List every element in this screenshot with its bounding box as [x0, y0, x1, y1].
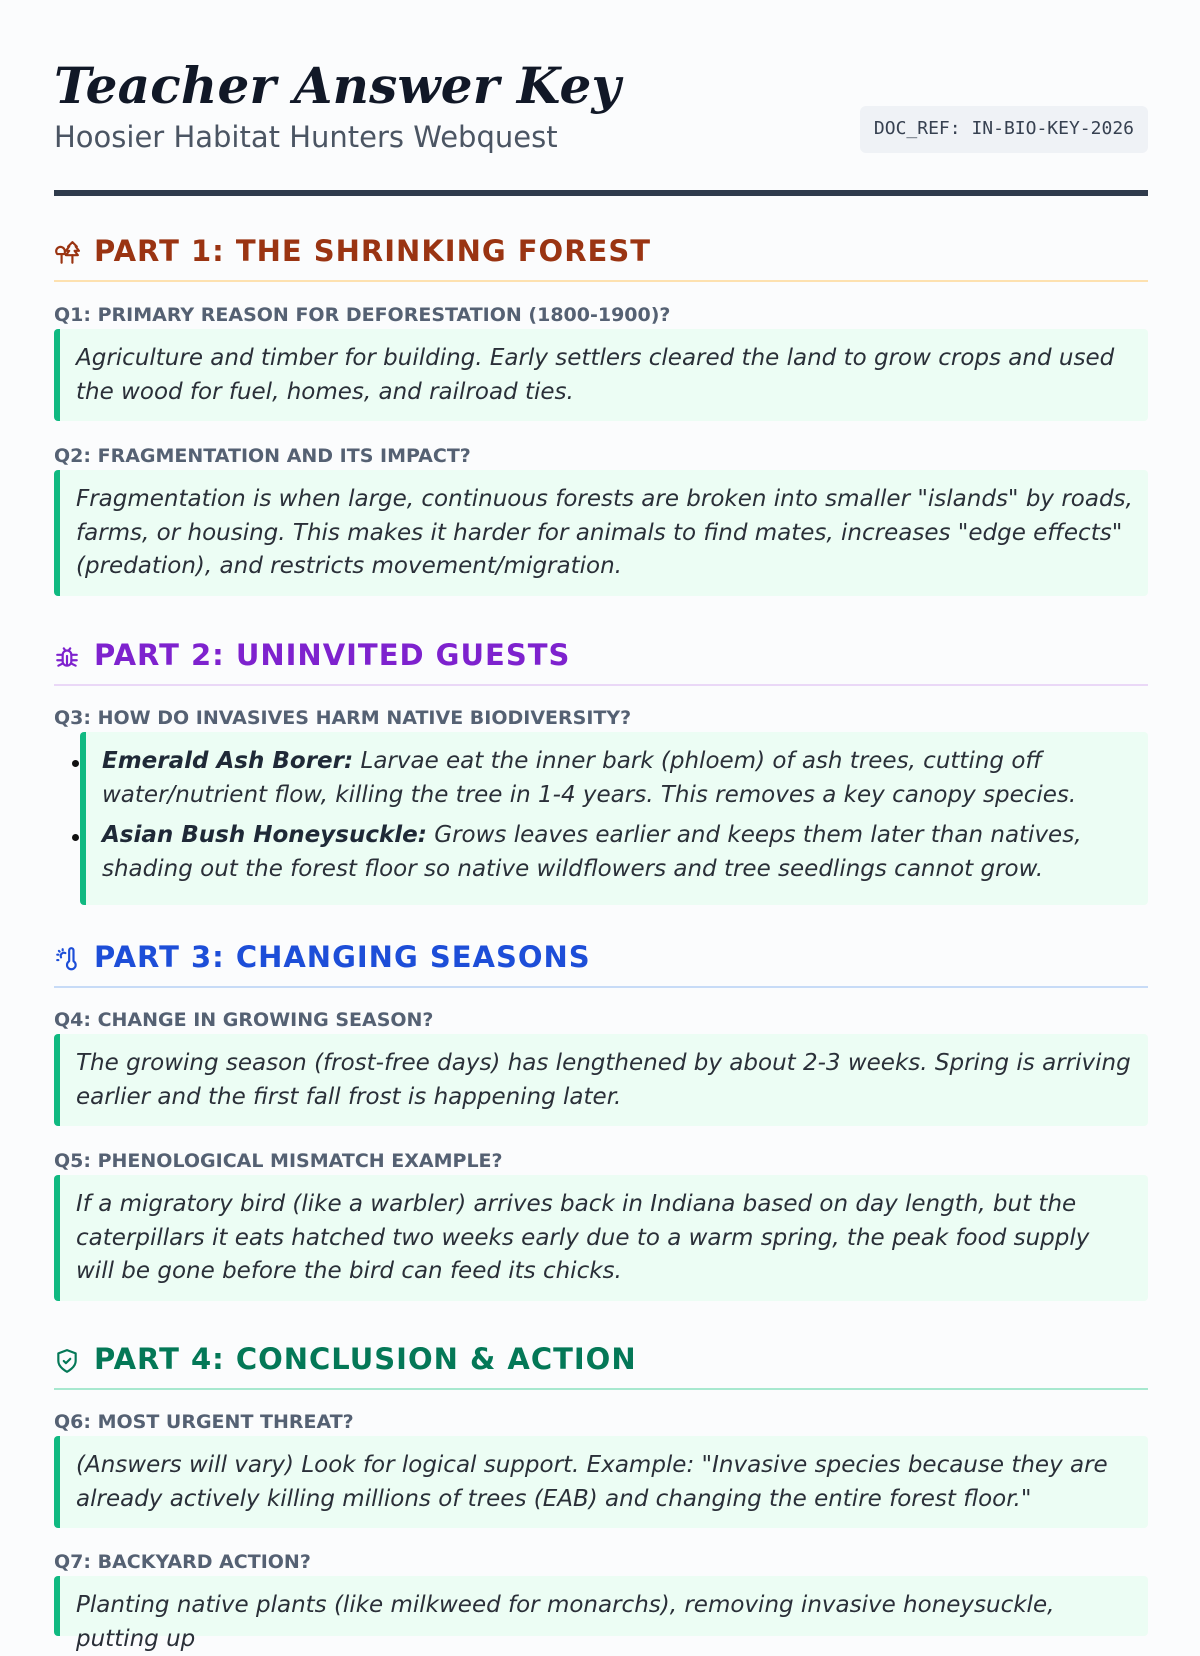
answer-box-q1	[54, 329, 1148, 421]
answer-text: Agriculture and timber for building. Early settlers cleared the land to grow crops and used the wood for fuel, homes, and railroad ties.	[76, 345, 1115, 405]
question-label-q6: Q6: MOST URGENT THREAT?	[54, 1411, 354, 1433]
question-label-q4: Q4: CHANGE IN GROWING SEASON?	[54, 1009, 434, 1031]
section-title: PART 2: UNINVITED GUESTS	[94, 638, 571, 672]
answer-box-q6	[54, 1436, 1148, 1528]
thermometer-sun-icon	[54, 946, 80, 972]
answer-box-q4	[54, 1034, 1148, 1126]
doc-ref-badge: DOC_REF: IN-BIO-KEY-2026	[860, 106, 1148, 153]
answer-text: The growing season (frost-free days) has lengthened by about 2-3 weeks. Spring is arriving earlier and the first fall frost is happening later.	[76, 1050, 1131, 1110]
question-label-q2: Q2: FRAGMENTATION AND ITS IMPACT?	[54, 445, 471, 467]
question-label-q3: Q3: HOW DO INVASIVES HARM NATIVE BIODIVERSITY?	[54, 707, 632, 729]
list-item-text: Larvae eat the inner bark (phloem) of ash trees, cutting off water/nutrient flow, killing the tree in 1-4 years. This removes a key canopy species.	[102, 748, 1077, 808]
answer-list	[102, 745, 1134, 886]
question-label-q1: Q1: PRIMARY REASON FOR DEFORESTATION (1800-1900)?	[54, 304, 671, 326]
shield-check-icon	[54, 1348, 80, 1374]
answer-box-q7	[54, 1576, 1148, 1652]
question-label-q7: Q7: BACKYARD ACTION?	[54, 1551, 311, 1573]
answer-text: Planting native plants (like milkweed for monarchs), removing invasive honeysuckle, putting up	[76, 1592, 1055, 1652]
answer-box-q3	[80, 732, 1148, 905]
answer-text: Fragmentation is when large, continuous forests are broken into smaller "islands" by roads, farms, or housing. This makes it harder for animals to find mates, increases "edge effects" (predation), and restricts movement/migration.	[76, 486, 1133, 579]
section-header-part-4	[54, 1336, 1148, 1390]
page-subtitle: Hoosier Habitat Hunters Webquest	[54, 120, 558, 154]
list-item-term: Asian Bush Honeysuckle:	[102, 822, 427, 848]
trees-icon	[54, 240, 80, 266]
answer-box-q2	[54, 470, 1148, 596]
bug-icon	[54, 644, 80, 670]
section-title: PART 1: THE SHRINKING FOREST	[94, 234, 652, 268]
answer-box-q5	[54, 1175, 1148, 1301]
section-title: PART 4: CONCLUSION & ACTION	[94, 1342, 637, 1376]
document-header	[54, 50, 1148, 196]
answer-text: (Answers will vary) Look for logical support. Example: "Invasive species because they are already actively killing millions of trees (EAB) and changing the entire forest floor."	[76, 1452, 1108, 1512]
section-header-part-1	[54, 228, 1148, 282]
answer-text: If a migratory bird (like a warbler) arrives back in Indiana based on day length, but the caterpillars it eats hatched two weeks early due to a warm spring, the peak food supply will be gone before the bird can feed its chicks.	[76, 1191, 1090, 1284]
list-item-text: Grows leaves earlier and keeps them later than natives, shading out the forest floor so native wildflowers and tree seedlings cannot grow.	[102, 822, 1082, 882]
section-title: PART 3: CHANGING SEASONS	[94, 940, 591, 974]
question-label-q5: Q5: PHENOLOGICAL MISMATCH EXAMPLE?	[54, 1150, 503, 1172]
list-item	[102, 819, 1134, 886]
page-title: Teacher Answer Key	[54, 56, 621, 115]
section-header-part-3	[54, 934, 1148, 988]
list-item-term: Emerald Ash Borer:	[102, 748, 354, 774]
section-header-part-2	[54, 632, 1148, 686]
list-item	[102, 745, 1134, 812]
